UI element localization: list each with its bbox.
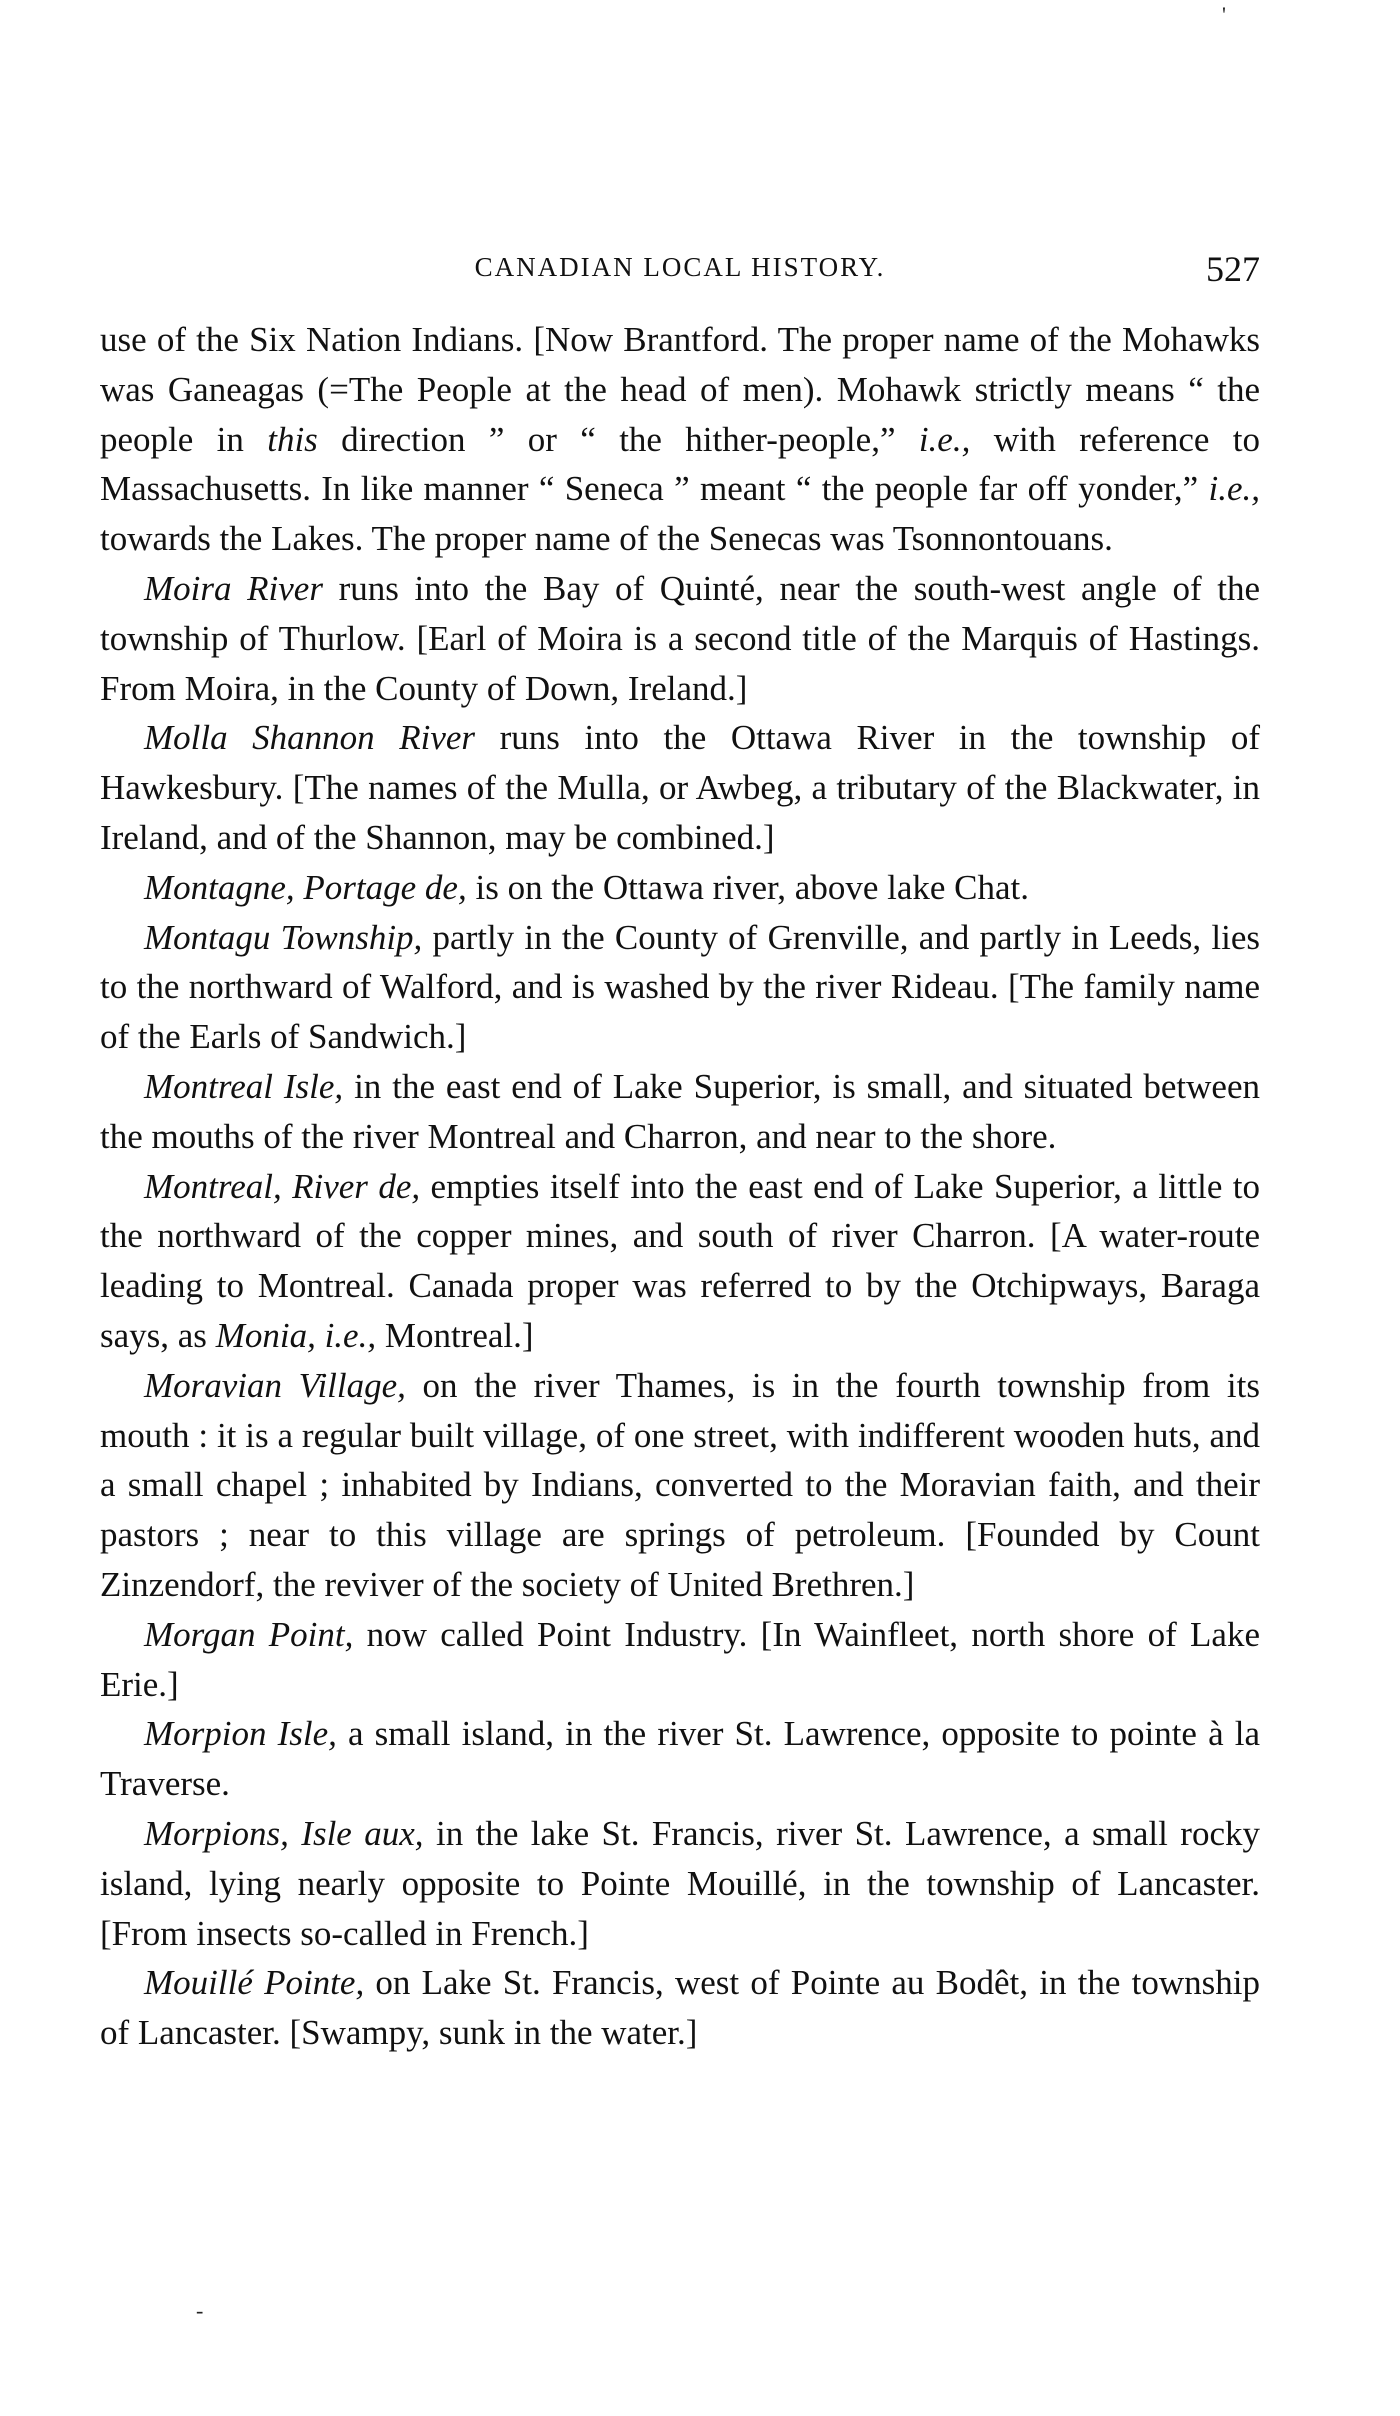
entry-paragraph	[100, 1958, 1260, 2058]
italic-text: i.e.,	[1208, 469, 1260, 509]
italic-text: Morpions, Isle aux,	[144, 1813, 424, 1853]
top-speck: '	[1222, 2, 1226, 27]
text-run: empties itself into the east end of Lake Superior, a little to the northward of the copper mines, and south of river Charron. [A water-route leading to Montreal. Canada proper was referred to by the Otchipways, Baraga says, as	[100, 1166, 1260, 1355]
text-run: in the lake St. Francis, river St. Lawrence, a small rocky island, lying nearly opposite to Pointe Mouillé, in the township of Lancaster. [From insects so-called in French.]	[100, 1813, 1260, 1953]
italic-text: i.e.,	[918, 419, 971, 459]
body-text	[100, 315, 1260, 2058]
italic-text: Morgan Point,	[144, 1614, 354, 1654]
italic-text: Moira River	[144, 568, 323, 608]
italic-text: Montreal Isle,	[144, 1066, 344, 1106]
text-run: on Lake St. Francis, west of Pointe au Bodêt, in the township of Lancaster. [Swampy, sunk in the water.]	[100, 1963, 1260, 2053]
italic-text: Montagne, Portage de,	[144, 867, 467, 907]
text-run: use of the Six Nation Indians. [Now Brantford. The proper name of the Mohawks was Ganeagas (=The People at the head of men). Mohawk strictly means “ the people in	[100, 320, 1260, 459]
italic-text: Montreal, River de,	[144, 1166, 421, 1206]
text-run: is on the Ottawa river, above lake Chat.	[466, 867, 1030, 907]
entry-paragraph	[100, 1062, 1260, 1162]
text-run: with reference to Massachusetts. In like manner “ Seneca ” meant “ the people far off yonder,”	[100, 419, 1260, 509]
entry-paragraph	[100, 913, 1260, 1062]
entry-paragraph	[100, 713, 1260, 862]
italic-text: Moravian Village,	[144, 1365, 406, 1405]
italic-text: Monia, i.e.,	[215, 1315, 377, 1355]
text-run: towards the Lakes. The proper name of the Senecas was Tsonnontouans.	[100, 519, 1113, 559]
italic-text: this	[267, 419, 318, 459]
running-title: CANADIAN LOCAL HISTORY.	[474, 252, 886, 282]
italic-text: Mouillé Pointe,	[144, 1963, 365, 2003]
text-run: now called Point Industry. [In Wainfleet, north shore of Lake Erie.]	[100, 1614, 1260, 1704]
text-run: runs into the Ottawa River in the township of Hawkesbury. [The names of the Mulla, or Awbeg, a tributary of the Blackwater, in Ireland, and of the Shannon, may be combined.]	[100, 718, 1260, 857]
entry-paragraph	[100, 1809, 1260, 1958]
running-head	[100, 248, 1260, 288]
text-run: Montreal.]	[376, 1315, 534, 1355]
continuation-paragraph	[100, 315, 1260, 564]
entry-paragraph	[100, 564, 1260, 713]
text-run: direction ” or “ the hither-people,”	[317, 419, 919, 459]
text-run: partly in the County of Grenville, and partly in Leeds, lies to the northward of Walford, and is washed by the river Rideau. [The family name of the Earls of Sandwich.]	[100, 917, 1260, 1057]
entry-paragraph	[100, 1162, 1260, 1361]
italic-text: Montagu Township,	[144, 917, 423, 957]
text-run: a small island, in the river St. Lawrence, opposite to pointe à la Traverse.	[100, 1714, 1260, 1804]
entry-paragraph	[100, 1610, 1260, 1710]
entry-paragraph	[100, 1709, 1260, 1809]
italic-text: Morpion Isle,	[144, 1714, 337, 1754]
text-run: in the east end of Lake Superior, is small, and situated between the mouths of the river Montreal and Charron, and near to the shore.	[100, 1066, 1261, 1156]
page-number: 527	[1206, 249, 1260, 289]
entry-paragraph	[100, 863, 1260, 913]
text-run: on the river Thames, is in the fourth township from its mouth : it is a regular built village, of one street, with indifferent wooden huts, and a small chapel ; inhabited by Indians, converted to the Moravian faith, and their pastors ; near to this village are springs of petroleum. [Founded by Count Zinzendorf, the reviver of the society of United Brethren.]	[100, 1365, 1260, 1604]
bottom-speck: -	[196, 2298, 204, 2323]
entry-paragraph	[100, 1361, 1260, 1610]
italic-text: Molla Shannon River	[144, 718, 476, 758]
text-run: runs into the Bay of Quinté, near the south-west angle of the township of Thurlow. [Earl of Moira is a second title of the Marquis of Hastings. From Moira, in the County of Down, Ireland.]	[100, 568, 1260, 708]
